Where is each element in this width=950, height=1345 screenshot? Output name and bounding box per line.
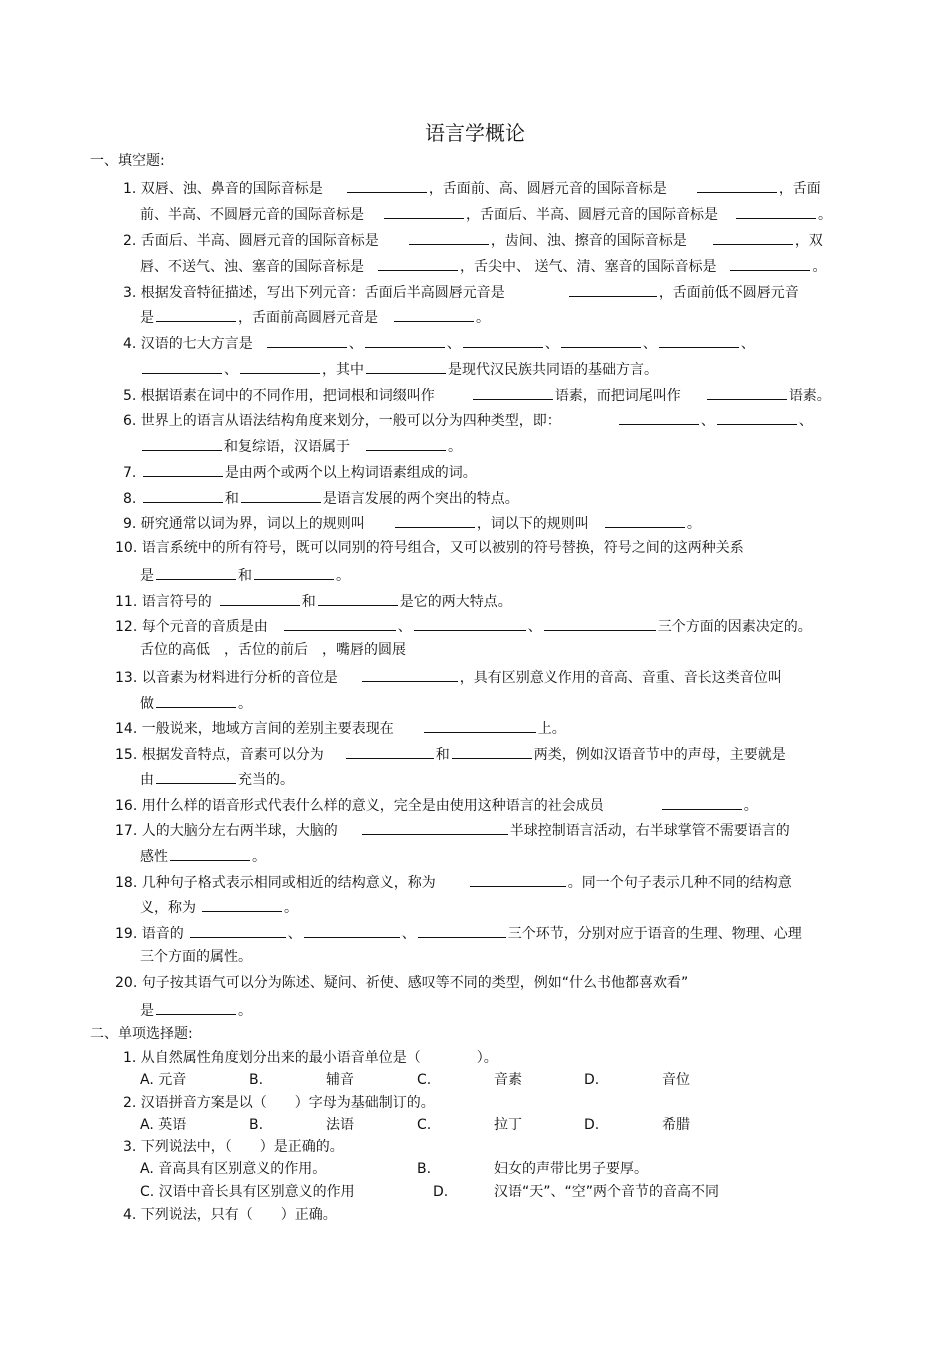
answer-blank[interactable]: [378, 256, 458, 271]
answer-blank[interactable]: [362, 820, 508, 835]
question-17-line-1: 17. 人的大脑分左右两半球，大脑的 半球控制语言活动，右半球掌管不需要语言的: [115, 820, 790, 840]
answer-blank[interactable]: [561, 333, 641, 348]
question-4-line-1: 4. 汉语的七大方言是 、 、 、 、 、: [123, 333, 755, 353]
question-3-line-2: 是 ，舌面前高圆唇元音是 。: [140, 307, 490, 327]
question-13-line-2: 做 。: [140, 693, 252, 713]
answer-blank[interactable]: [142, 359, 222, 374]
answer-blank[interactable]: [156, 307, 236, 322]
answer-blank[interactable]: [569, 282, 657, 297]
answer-blank[interactable]: [544, 616, 656, 631]
answer-blank[interactable]: [414, 616, 526, 631]
answer-blank[interactable]: [143, 462, 223, 477]
choice-3-option-b[interactable]: 妇女的声带比男子要厚。: [494, 1161, 648, 1177]
choice-question-2: 2. 汉语拼音方案是以（ ）字母为基础制订的。: [123, 1095, 435, 1111]
answer-blank[interactable]: [619, 410, 699, 425]
section-choice-heading: 二、单项选择题:: [90, 1026, 193, 1042]
answer-blank[interactable]: [662, 795, 742, 810]
answer-blank[interactable]: [156, 693, 236, 708]
answer-blank[interactable]: [284, 616, 396, 631]
answer-blank[interactable]: [366, 436, 446, 451]
question-4-line-2: 、 ，其中 是现代汉民族共同语的基础方言。: [140, 359, 658, 379]
question-13-line-1: 13. 以音素为材料进行分析的音位是 ，具有区别意义作用的音高、音重、音长这类音位叫: [115, 667, 782, 687]
choice-1-option-b-letter[interactable]: B.: [249, 1072, 264, 1088]
answer-blank[interactable]: [384, 204, 464, 219]
question-3-line-1: 3. 根据发音特征描述，写出下列元音：舌面后半高圆唇元音是 ，舌面前低不圆唇元音: [123, 282, 799, 302]
choice-question-4: 4. 下列说法，只有（ ）正确。: [123, 1207, 337, 1223]
question-10-line-1: 10. 语言系统中的所有符号，既可以同别的符号组合，又可以被别的符号替换，符号之间的这两种关系: [115, 540, 744, 556]
question-6-line-2: 和复综语，汉语属于 。: [140, 436, 462, 456]
answer-blank[interactable]: [424, 718, 536, 733]
answer-blank[interactable]: [366, 359, 446, 374]
choice-3-option-c[interactable]: C. 汉语中音长具有区别意义的作用: [140, 1184, 355, 1200]
answer-blank[interactable]: [347, 178, 427, 193]
answer-blank[interactable]: [156, 565, 236, 580]
question-12-line-2: 舌位的高低 ，舌位的前后 ，嘴唇的圆展: [140, 642, 406, 658]
answer-blank[interactable]: [409, 230, 489, 245]
answer-blank[interactable]: [452, 744, 532, 759]
answer-blank[interactable]: [170, 846, 250, 861]
answer-blank[interactable]: [267, 333, 347, 348]
choice-1-option-b[interactable]: 辅音: [326, 1072, 354, 1088]
answer-blank[interactable]: [418, 923, 506, 938]
choice-1-option-a[interactable]: A. 元音: [140, 1072, 187, 1088]
answer-blank[interactable]: [395, 513, 475, 528]
question-9: 9. 研究通常以词为界，词以上的规则叫 ，词以下的规则叫 。: [123, 513, 701, 533]
choice-3-option-a[interactable]: A. 音高具有区别意义的作用。: [140, 1161, 327, 1177]
question-19-line-1: 19. 语音的 、 、 三个环节，分别对应于语音的生理、物理、心理: [115, 923, 802, 943]
answer-blank[interactable]: [707, 385, 787, 400]
answer-blank[interactable]: [362, 667, 458, 682]
question-15-line-2: 由 充当的。: [140, 769, 294, 789]
question-2-line-1: 2. 舌面后、半高、圆唇元音的国际音标是 ，齿间、浊、擦音的国际音标是 ，双: [123, 230, 823, 250]
choice-2-option-c-letter[interactable]: C.: [417, 1117, 432, 1133]
choice-3-option-b-letter[interactable]: B.: [417, 1161, 432, 1177]
choice-1-option-c-letter[interactable]: C.: [417, 1072, 432, 1088]
answer-blank[interactable]: [394, 307, 474, 322]
answer-blank[interactable]: [202, 897, 282, 912]
question-16: 16. 用什么样的语音形式代表什么样的意义，完全是由使用这种语言的社会成员 。: [115, 795, 758, 815]
answer-blank[interactable]: [142, 436, 222, 451]
question-1-line-2: 前、半高、不圆唇元音的国际音标是 ，舌面后、半高、圆唇元音的国际音标是 。: [140, 204, 832, 224]
answer-blank[interactable]: [730, 256, 810, 271]
choice-2-option-d[interactable]: 希腊: [662, 1117, 690, 1133]
answer-blank[interactable]: [473, 385, 553, 400]
choice-1-option-c[interactable]: 音素: [494, 1072, 522, 1088]
answer-blank[interactable]: [156, 769, 236, 784]
choice-1-option-d[interactable]: 音位: [662, 1072, 690, 1088]
choice-1-option-d-letter[interactable]: D.: [584, 1072, 600, 1088]
question-20-line-2: 是 。: [140, 1000, 252, 1020]
question-19-line-2: 三个方面的属性。: [140, 949, 252, 965]
question-11: 11. 语言符号的 和 是它的两大特点。: [115, 591, 512, 611]
question-12-line-1: 12. 每个元音的音质是由 、 、 三个方面的因素决定的。: [115, 616, 812, 636]
choice-question-3: 3. 下列说法中，（ ）是正确的。: [123, 1139, 344, 1155]
answer-blank[interactable]: [365, 333, 445, 348]
question-8: 8. 和 是语言发展的两个突出的特点。: [123, 488, 519, 508]
answer-blank[interactable]: [736, 204, 816, 219]
answer-blank[interactable]: [713, 230, 793, 245]
answer-blank[interactable]: [190, 923, 286, 938]
question-17-line-2: 感性 。: [140, 846, 266, 866]
answer-blank[interactable]: [241, 488, 321, 503]
section-fill-heading: 一、填空题:: [90, 153, 165, 169]
answer-blank[interactable]: [254, 565, 334, 580]
answer-blank[interactable]: [220, 591, 300, 606]
question-10-line-2: 是 和 。: [140, 565, 350, 585]
answer-blank[interactable]: [717, 410, 797, 425]
answer-blank[interactable]: [463, 333, 543, 348]
answer-blank[interactable]: [304, 923, 400, 938]
question-20-line-1: 20. 句子按其语气可以分为陈述、疑问、祈使、感叹等不同的类型，例如“什么书他都喜欢看”: [115, 975, 689, 991]
document-title: 语言学概论: [425, 121, 525, 145]
answer-blank[interactable]: [156, 1000, 236, 1015]
answer-blank[interactable]: [346, 744, 434, 759]
answer-blank[interactable]: [240, 359, 320, 374]
question-1-line-1: 1. 双唇、浊、鼻音的国际音标是 ，舌面前、高、圆唇元音的国际音标是 ，舌面: [123, 178, 821, 198]
choice-question-1: 1. 从自然属性角度划分出来的最小语音单位是（ ）。: [123, 1050, 498, 1066]
question-2-line-2: 唇、不送气、浊、塞音的国际音标是 ，舌尖中、 送气、清、塞音的国际音标是 。: [140, 256, 826, 276]
question-5: 5. 根据语素在词中的不同作用，把词根和词缀叫作 语素，而把词尾叫作 语素。: [123, 385, 831, 405]
answer-blank[interactable]: [659, 333, 739, 348]
question-18-line-2: 义，称为 。: [140, 897, 298, 917]
choice-2-option-a[interactable]: A. 英语: [140, 1117, 187, 1133]
choice-2-option-c[interactable]: 拉丁: [494, 1117, 522, 1133]
question-7: 7. 是由两个或两个以上构词语素组成的词。: [123, 462, 477, 482]
choice-2-option-b-letter[interactable]: B.: [249, 1117, 264, 1133]
choice-2-option-b[interactable]: 法语: [326, 1117, 354, 1133]
answer-blank[interactable]: [143, 488, 223, 503]
choice-3-option-d-letter[interactable]: D.: [433, 1184, 449, 1200]
question-18-line-1: 18. 几种句子格式表示相同或相近的结构意义，称为 。同一个句子表示几种不同的结构意: [115, 872, 792, 892]
question-15-line-1: 15. 根据发音特点，音素可以分为 和 两类，例如汉语音节中的声母，主要就是: [115, 744, 786, 764]
question-6-line-1: 6. 世界上的语言从语法结构角度来划分，一般可以分为四种类型，即： 、 、: [123, 410, 813, 430]
answer-blank[interactable]: [605, 513, 685, 528]
question-14: 14. 一般说来，地域方言间的差别主要表现在 上。: [115, 718, 566, 738]
answer-blank[interactable]: [470, 872, 566, 887]
choice-2-option-d-letter[interactable]: D.: [584, 1117, 600, 1133]
answer-blank[interactable]: [318, 591, 398, 606]
answer-blank[interactable]: [697, 178, 777, 193]
choice-3-option-d[interactable]: 汉语“天”、“空”两个音节的音高不同: [494, 1184, 720, 1200]
